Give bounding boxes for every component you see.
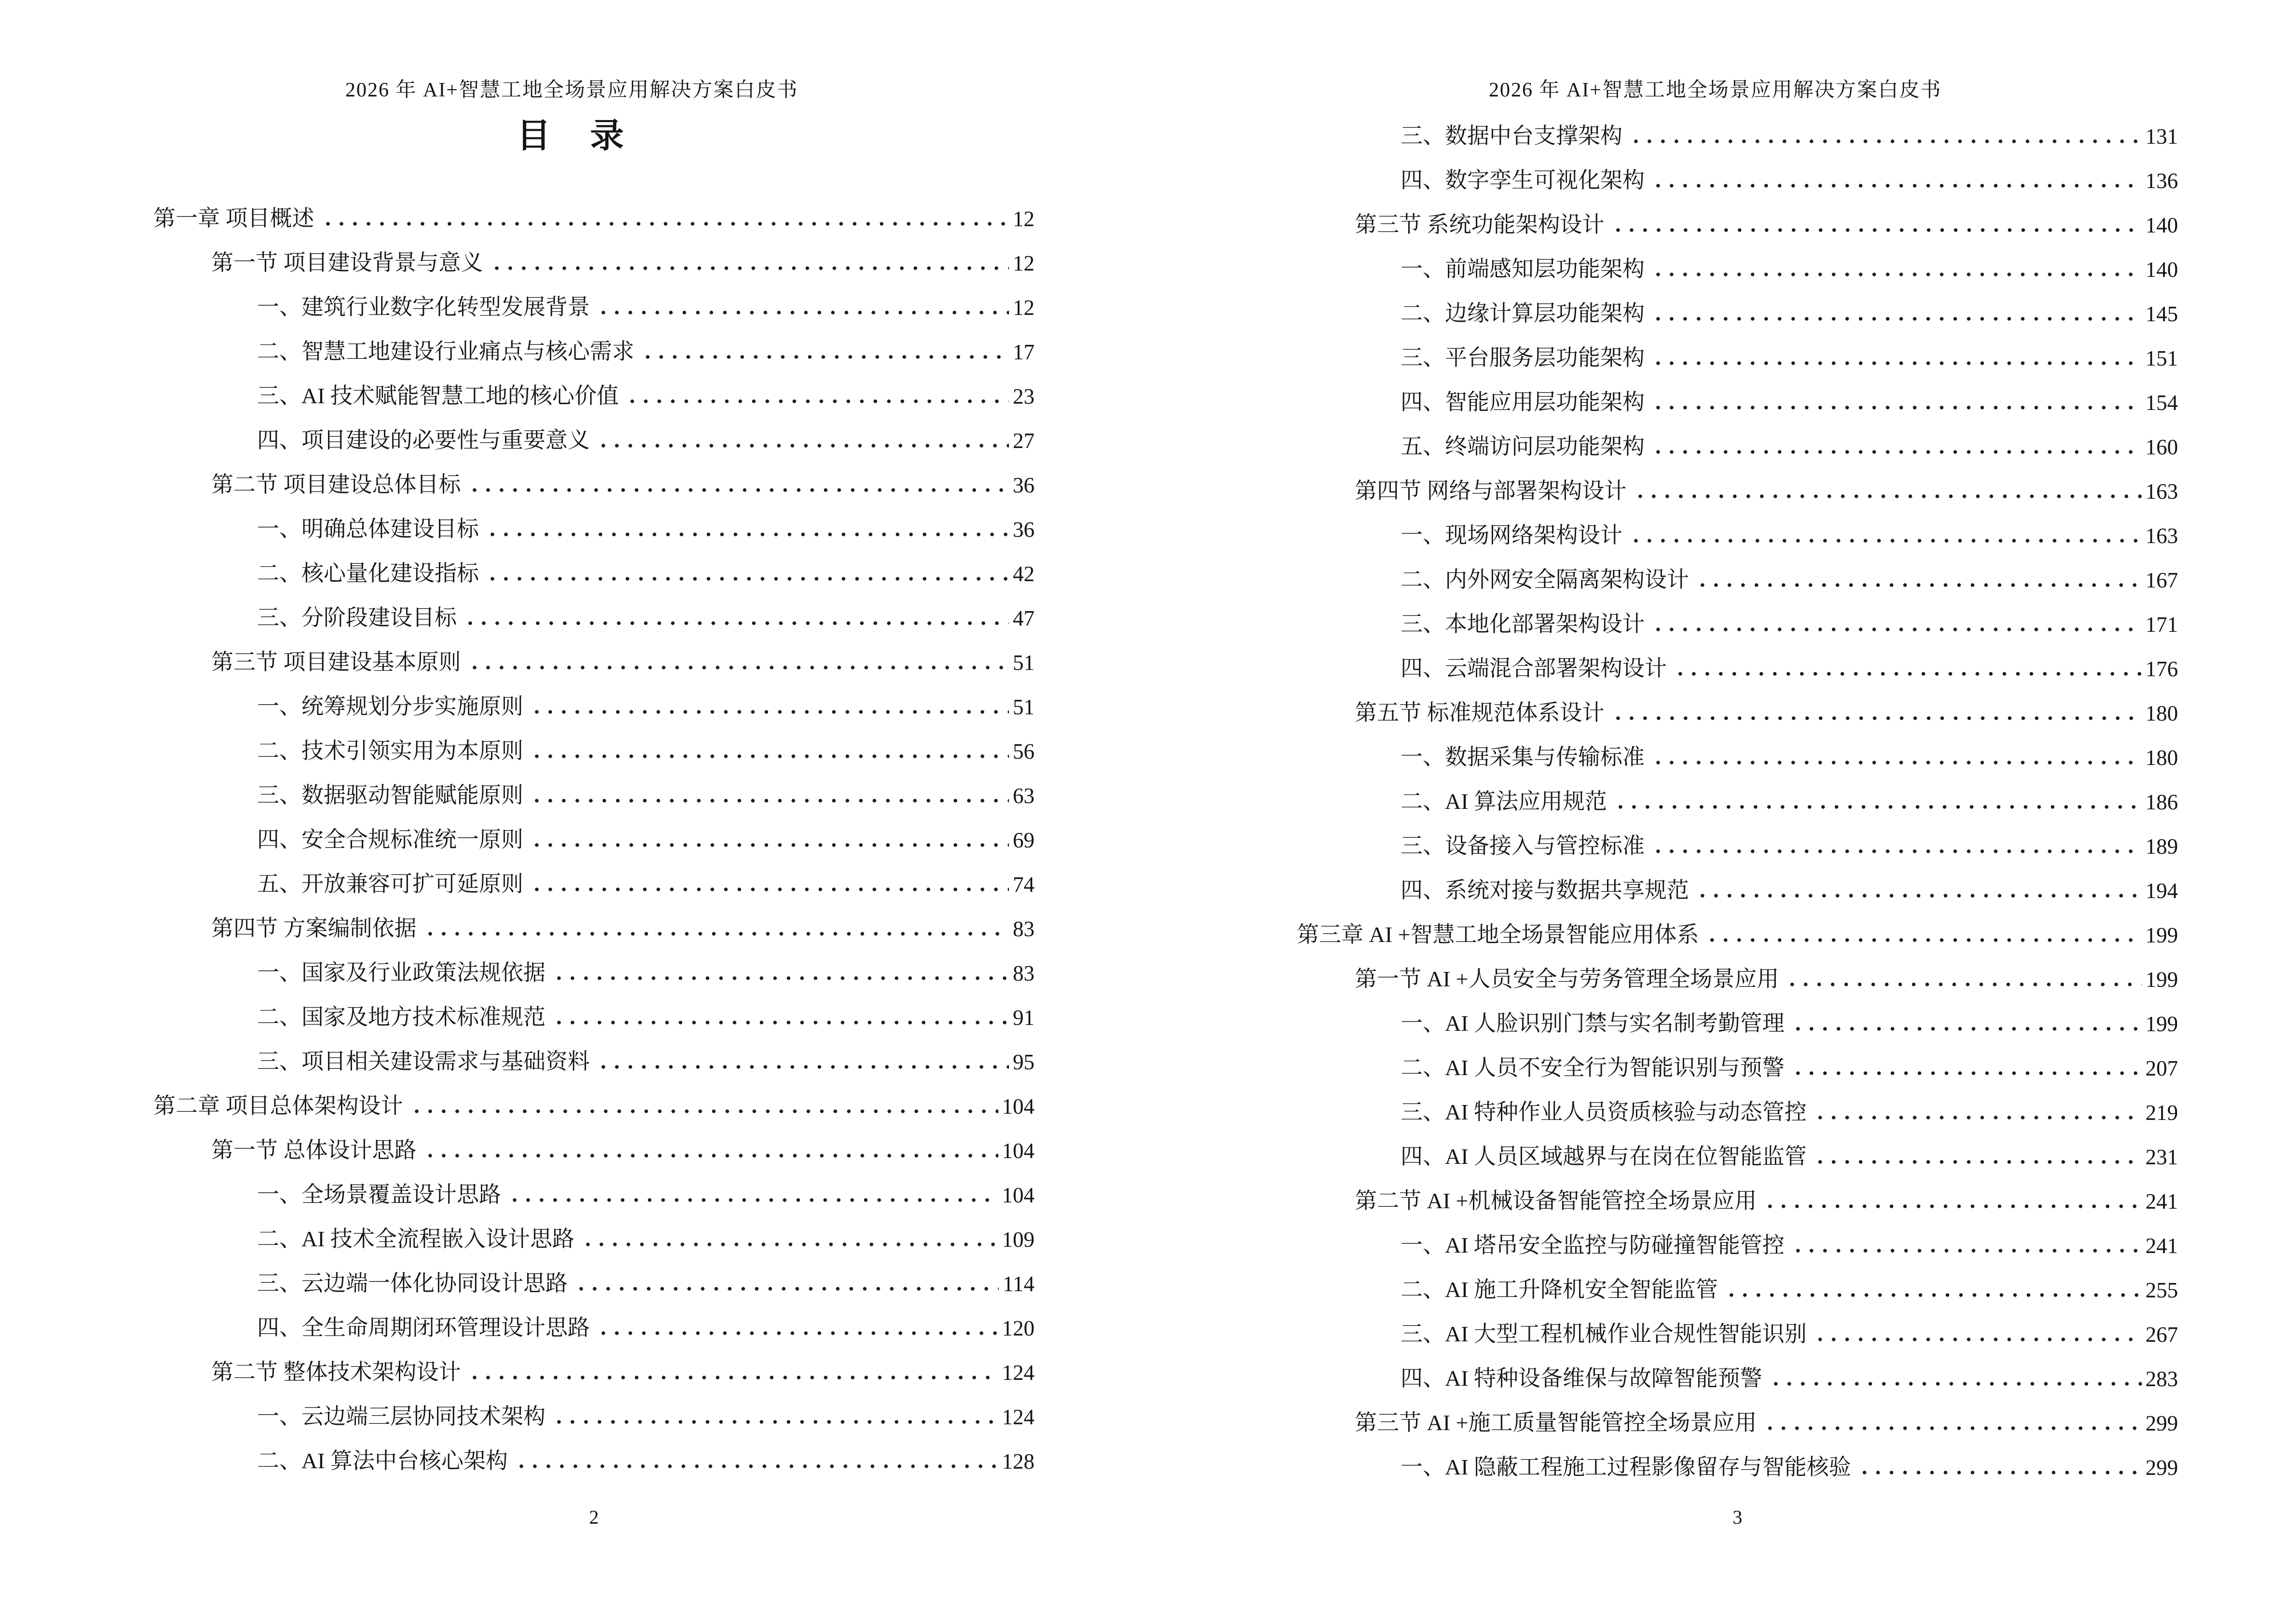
toc-entry	[153, 497, 1035, 541]
toc-entry	[1297, 503, 2178, 547]
toc-entry-page-number: 23	[1013, 384, 1035, 409]
dot-leader	[1651, 361, 2142, 366]
toc-entry	[1297, 947, 2178, 991]
dot-leader	[1651, 272, 2142, 277]
toc-entry-title: 一、现场网络架构设计	[1401, 523, 1622, 548]
dot-leader	[508, 1198, 998, 1202]
toc-entry-page-number: 56	[1013, 739, 1035, 764]
toc-entry	[153, 452, 1035, 497]
toc-entry-title: 二、智慧工地建设行业痛点与核心需求	[257, 339, 634, 364]
dot-leader	[1696, 583, 2142, 587]
toc-entry-title: 第四节 网络与部署架构设计	[1355, 478, 1627, 504]
dot-leader	[1651, 450, 2142, 454]
toc-entries-page-2	[153, 186, 1035, 1473]
toc-entry-page-number: 194	[2145, 879, 2178, 903]
toc-entry-page-number: 299	[2145, 1456, 2178, 1480]
toc-entry-title: 第二节 整体技术架构设计	[211, 1360, 461, 1385]
toc-entry	[1297, 725, 2178, 769]
toc-entry-title: 一、明确总体建设目标	[257, 517, 479, 542]
toc-entry-title: 三、AI 大型工程机械作业合规性智能识别	[1401, 1322, 1807, 1347]
toc-entry-title: 第二节 AI +机械设备智能管控全场景应用	[1355, 1188, 1757, 1214]
dot-leader	[1651, 627, 2142, 632]
dot-leader	[1696, 893, 2142, 898]
toc-entry-title: 五、终端访问层功能架构	[1401, 434, 1645, 459]
toc-entry-page-number: 128	[1002, 1449, 1035, 1474]
toc-entry-title: 四、安全合规标准统一原则	[257, 827, 523, 852]
dot-leader	[597, 310, 1009, 315]
toc-entry	[1297, 1080, 2178, 1124]
dot-leader	[463, 621, 1009, 626]
toc-entry-page-number: 231	[2145, 1145, 2178, 1170]
toc-entry-page-number: 69	[1013, 828, 1035, 853]
toc-entry	[153, 852, 1035, 896]
toc-entry-title: 二、AI 算法应用规范	[1401, 789, 1607, 814]
dot-leader	[1785, 982, 2141, 987]
dot-leader	[468, 488, 1009, 492]
dot-leader	[423, 931, 1009, 936]
toc-entry-page-number: 17	[1013, 340, 1035, 365]
toc-entry-page-number: 167	[2145, 568, 2178, 593]
dot-leader	[486, 576, 1009, 581]
dot-leader	[1611, 716, 2142, 721]
dot-leader	[321, 221, 1009, 226]
dot-leader	[1629, 538, 2142, 543]
toc-entry	[153, 1251, 1035, 1296]
toc-entry-title: 四、AI 人员区域越界与在岗在位智能监管	[1401, 1144, 1807, 1169]
page-number-footer: 3	[1732, 1506, 1742, 1528]
dot-leader	[597, 1064, 1009, 1069]
dot-leader	[1674, 671, 2142, 676]
toc-entry-page-number: 12	[1013, 207, 1035, 232]
toc-entry-title: 第三节 系统功能架构设计	[1355, 212, 1605, 237]
toc-entry-page-number: 154	[2145, 391, 2178, 415]
toc-entry-title: 四、系统对接与数据共享规范	[1401, 878, 1689, 903]
toc-entry-page-number: 83	[1013, 961, 1035, 986]
toc-entry	[153, 408, 1035, 452]
toc-entry-page-number: 176	[2145, 657, 2178, 682]
toc-entry-title: 一、云边端三层协同技术架构	[257, 1404, 545, 1429]
toc-entry-title: 第四节 方案编制依据	[211, 916, 417, 941]
toc-entry-page-number: 241	[2145, 1234, 2178, 1258]
toc-entry-page-number: 12	[1013, 251, 1035, 276]
toc-entry	[1297, 547, 2178, 592]
toc-entry-title: 三、AI 技术赋能智慧工地的核心价值	[257, 383, 619, 409]
toc-entry	[153, 674, 1035, 719]
toc-entry	[1297, 769, 2178, 814]
toc-entry	[1297, 902, 2178, 947]
dot-leader	[530, 843, 1009, 847]
dot-leader	[1651, 183, 2142, 188]
toc-entry	[153, 1429, 1035, 1473]
toc-entry-title: 三、平台服务层功能架构	[1401, 345, 1645, 370]
toc-entry-page-number: 199	[2145, 923, 2178, 948]
dot-leader	[1651, 760, 2142, 765]
toc-entry	[153, 719, 1035, 763]
toc-entry-page-number: 109	[1002, 1228, 1035, 1252]
toc-entry-title: 二、内外网安全隔离架构设计	[1401, 567, 1689, 592]
toc-entry	[1297, 1124, 2178, 1169]
toc-entry-title: 四、云端混合部署架构设计	[1401, 656, 1667, 681]
toc-entry-page-number: 104	[1002, 1094, 1035, 1119]
toc-entry	[1297, 370, 2178, 414]
toc-entry-page-number: 199	[2145, 1012, 2178, 1037]
dot-leader	[1791, 1026, 2141, 1031]
toc-entry-title: 二、技术引领实用为本原则	[257, 738, 523, 764]
dot-leader	[641, 355, 1009, 359]
toc-entry	[153, 541, 1035, 586]
dot-leader	[574, 1286, 999, 1291]
dot-leader	[410, 1109, 998, 1114]
toc-entry-page-number: 255	[2145, 1278, 2178, 1303]
dot-leader	[1705, 938, 2141, 942]
toc-entry	[1297, 592, 2178, 636]
toc-entry-page-number: 163	[2145, 479, 2178, 504]
toc-entry	[1297, 1257, 2178, 1302]
toc-entry	[1297, 1302, 2178, 1346]
dot-leader	[1651, 849, 2142, 854]
toc-entry-title: 一、AI 人脸识别门禁与实名制考勤管理	[1401, 1011, 1785, 1036]
toc-entry	[1297, 991, 2178, 1036]
toc-entry-page-number: 180	[2145, 746, 2178, 770]
toc-entry-title: 四、数字孪生可视化架构	[1401, 168, 1645, 193]
toc-entry	[153, 807, 1035, 852]
toc-entry	[1297, 281, 2178, 326]
dot-leader	[597, 443, 1009, 448]
toc-entry-page-number: 83	[1013, 917, 1035, 942]
toc-entry-page-number: 131	[2145, 124, 2178, 149]
dot-leader	[1611, 228, 2142, 232]
toc-entry-page-number: 51	[1013, 651, 1035, 675]
toc-entry-page-number: 63	[1013, 784, 1035, 808]
toc-entry-page-number: 283	[2145, 1367, 2178, 1392]
toc-entry	[1297, 1346, 2178, 1391]
toc-entry	[153, 896, 1035, 941]
toc-entry-title: 三、本地化部署架构设计	[1401, 612, 1645, 637]
toc-entry	[153, 1384, 1035, 1429]
toc-entry	[153, 1296, 1035, 1340]
toc-entry-page-number: 36	[1013, 473, 1035, 498]
dot-leader	[581, 1242, 998, 1247]
dot-leader	[552, 1419, 998, 1424]
dot-leader	[1725, 1293, 2141, 1297]
toc-entry	[153, 1029, 1035, 1074]
toc-entry	[153, 1207, 1035, 1251]
toc-entry-title: 三、AI 特种作业人员资质核验与动态管控	[1401, 1100, 1807, 1125]
dot-leader	[468, 1375, 998, 1380]
toc-entry-page-number: 114	[1003, 1272, 1035, 1296]
toc-entry-page-number: 120	[1002, 1316, 1035, 1341]
toc-entry	[1297, 1213, 2178, 1257]
toc-entry	[153, 231, 1035, 275]
dot-leader	[1813, 1115, 2141, 1120]
dot-leader	[1763, 1426, 2141, 1431]
toc-entry-title: 第一章 项目概述	[153, 206, 314, 231]
toc-entry	[1297, 858, 2178, 902]
toc-entry-title: 二、核心量化建设指标	[257, 561, 479, 586]
toc-entry-title: 三、数据中台支撑架构	[1401, 123, 1622, 149]
toc-entry-title: 二、AI 人员不安全行为智能识别与预警	[1401, 1055, 1785, 1080]
dot-leader	[1629, 139, 2142, 144]
toc-entry	[1297, 636, 2178, 681]
dot-leader	[1791, 1071, 2141, 1076]
toc-entry	[153, 319, 1035, 364]
toc-entry	[153, 1162, 1035, 1207]
toc-entry	[153, 275, 1035, 319]
page-number-footer: 2	[589, 1506, 599, 1528]
toc-entry	[1297, 681, 2178, 725]
dot-leader	[1614, 805, 2141, 809]
toc-entry-title: 一、前端感知层功能架构	[1401, 257, 1645, 282]
toc-entry-title: 一、全场景覆盖设计思路	[257, 1182, 501, 1207]
toc-entry-title: 五、开放兼容可扩可延原则	[257, 872, 523, 897]
toc-entry-page-number: 180	[2145, 701, 2178, 726]
dot-leader	[1763, 1204, 2141, 1209]
dot-leader	[423, 1153, 998, 1158]
toc-entry-page-number: 140	[2145, 258, 2178, 282]
dot-leader	[1651, 405, 2142, 410]
toc-entry-title: 第一节 项目建设背景与意义	[211, 250, 483, 275]
dot-leader	[530, 887, 1009, 892]
toc-entry-title: 第二章 项目总体架构设计	[153, 1093, 403, 1119]
toc-entry-title: 三、项目相关建设需求与基础资料	[257, 1049, 590, 1074]
dot-leader	[486, 532, 1009, 537]
toc-entry-page-number: 186	[2145, 790, 2178, 815]
toc-entry-title: 一、AI 塔吊安全监控与防碰撞智能管控	[1401, 1233, 1785, 1258]
dot-leader	[1813, 1160, 2141, 1164]
dot-leader	[552, 976, 1009, 981]
toc-entry	[153, 941, 1035, 985]
toc-entry-page-number: 199	[2145, 968, 2178, 992]
toc-entry-page-number: 104	[1002, 1139, 1035, 1163]
running-header: 2026 年 AI+智慧工地全场景应用解决方案白皮书	[345, 79, 798, 101]
toc-entry-page-number: 27	[1013, 429, 1035, 453]
toc-entry-page-number: 207	[2145, 1056, 2178, 1081]
dot-leader	[1651, 316, 2142, 321]
toc-entry-title: 二、国家及地方技术标准规范	[257, 1005, 545, 1030]
toc-entry-title: 四、全生命周期闭环管理设计思路	[257, 1315, 590, 1340]
toc-entry-page-number: 160	[2145, 435, 2178, 460]
toc-entry-title: 三、数据驱动智能赋能原则	[257, 783, 523, 808]
toc-entry	[1297, 1036, 2178, 1080]
toc-entry-page-number: 171	[2145, 613, 2178, 637]
toc-entry	[1297, 326, 2178, 370]
dot-leader	[530, 754, 1009, 759]
toc-entry	[153, 1074, 1035, 1118]
toc-entry-page-number: 124	[1002, 1405, 1035, 1430]
dot-leader	[626, 399, 1009, 404]
toc-entry	[1297, 148, 2178, 192]
dot-leader	[597, 1331, 998, 1336]
toc-entry-page-number: 12	[1013, 296, 1035, 320]
toc-entry-title: 第五节 标准规范体系设计	[1355, 700, 1605, 725]
toc-entry	[1297, 1391, 2178, 1435]
toc-entry-page-number: 145	[2145, 302, 2178, 327]
toc-entry-title: 二、AI 施工升降机安全智能监管	[1401, 1277, 1718, 1302]
toc-entry	[153, 364, 1035, 408]
toc-entry-title: 二、AI 算法中台核心架构	[257, 1448, 508, 1474]
running-header: 2026 年 AI+智慧工地全场景应用解决方案白皮书	[1488, 79, 1942, 101]
toc-entry-page-number: 299	[2145, 1411, 2178, 1436]
toc-entry	[153, 186, 1035, 231]
toc-entry-title: 一、国家及行业政策法规依据	[257, 960, 545, 985]
toc-entries-page-3	[1297, 104, 2178, 1479]
toc-entry	[1297, 237, 2178, 281]
toc-entry	[1297, 1169, 2178, 1213]
toc-entry	[1297, 459, 2178, 503]
toc-entry-page-number: 51	[1013, 695, 1035, 720]
toc-entry-page-number: 140	[2145, 213, 2178, 238]
toc-entry-title: 四、项目建设的必要性与重要意义	[257, 428, 590, 453]
toc-entry-page-number: 163	[2145, 524, 2178, 548]
dot-leader	[1769, 1381, 2141, 1386]
toc-entry	[1297, 814, 2178, 858]
toc-entry-title: 第一节 总体设计思路	[211, 1138, 417, 1163]
toc-entry-page-number: 189	[2145, 834, 2178, 859]
toc-entry	[153, 763, 1035, 807]
toc-entry-title: 第二节 项目建设总体目标	[211, 472, 461, 497]
toc-entry-page-number: 151	[2145, 346, 2178, 371]
dot-leader	[490, 266, 1009, 271]
toc-entry-page-number: 95	[1013, 1050, 1035, 1075]
toc-entry	[1297, 1435, 2178, 1479]
toc-entry-title: 三、设备接入与管控标准	[1401, 833, 1645, 859]
toc-entry-title: 一、数据采集与传输标准	[1401, 745, 1645, 770]
toc-entry	[153, 586, 1035, 630]
dot-leader	[1634, 494, 2142, 499]
dot-leader	[1791, 1248, 2141, 1253]
toc-entry-page-number: 124	[1002, 1361, 1035, 1385]
toc-entry-page-number: 47	[1013, 606, 1035, 631]
toc-entry-page-number: 267	[2145, 1323, 2178, 1347]
toc-entry-title: 第三节 AI +施工质量智能管控全场景应用	[1355, 1410, 1757, 1435]
dot-leader	[530, 798, 1009, 803]
toc-entry-page-number: 42	[1013, 562, 1035, 587]
toc-entry-title: 第三章 AI +智慧工地全场景智能应用体系	[1297, 922, 1699, 947]
toc-entry-page-number: 36	[1013, 518, 1035, 542]
toc-entry-title: 三、分阶段建设目标	[257, 605, 457, 630]
toc-entry-page-number: 136	[2145, 169, 2178, 193]
dot-leader	[515, 1464, 998, 1469]
toc-entry-title: 四、AI 特种设备维保与故障智能预警	[1401, 1366, 1763, 1391]
toc-entry	[153, 985, 1035, 1029]
toc-entry-title: 一、建筑行业数字化转型发展背景	[257, 295, 590, 320]
dot-leader	[530, 710, 1009, 714]
dot-leader	[1813, 1337, 2141, 1342]
toc-entry-page-number: 91	[1013, 1006, 1035, 1030]
dot-leader	[1858, 1470, 2141, 1475]
toc-entry-title: 第一节 AI +人员安全与劳务管理全场景应用	[1355, 967, 1779, 992]
toc-entry-page-number: 219	[2145, 1101, 2178, 1125]
toc-entry	[1297, 192, 2178, 237]
toc-entry	[1297, 104, 2178, 148]
toc-page-3	[1144, 0, 2287, 1624]
dot-leader	[552, 1020, 1009, 1025]
toc-entry-title: 第三节 项目建设基本原则	[211, 650, 461, 675]
toc-entry-title: 二、边缘计算层功能架构	[1401, 301, 1645, 326]
toc-entry-page-number: 104	[1002, 1183, 1035, 1208]
toc-entry-title: 一、AI 隐蔽工程施工过程影像留存与智能核验	[1401, 1455, 1851, 1480]
toc-entry-page-number: 241	[2145, 1189, 2178, 1214]
toc-entry-title: 三、云边端一体化协同设计思路	[257, 1271, 568, 1296]
dot-leader	[468, 665, 1009, 670]
toc-entry	[153, 1118, 1035, 1162]
toc-entry-page-number: 74	[1013, 873, 1035, 897]
toc-entry	[153, 1340, 1035, 1384]
toc-entry-title: 二、AI 技术全流程嵌入设计思路	[257, 1227, 575, 1252]
toc-entry-title: 一、统筹规划分步实施原则	[257, 694, 523, 719]
toc-title: 目 录	[517, 118, 627, 155]
toc-entry-title: 四、智能应用层功能架构	[1401, 390, 1645, 415]
toc-entry	[1297, 414, 2178, 459]
toc-entry	[153, 630, 1035, 674]
